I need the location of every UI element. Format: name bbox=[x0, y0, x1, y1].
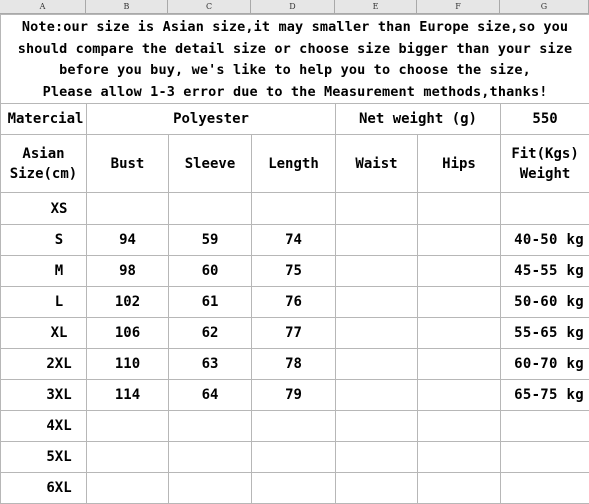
sleeve-cell[interactable]: 59 bbox=[169, 225, 252, 256]
hips-cell[interactable] bbox=[418, 225, 501, 256]
note-cell[interactable] bbox=[1, 15, 589, 104]
sleeve-cell[interactable] bbox=[169, 442, 252, 473]
column-header-d[interactable]: D bbox=[251, 0, 335, 13]
bust-cell[interactable]: 110 bbox=[87, 349, 169, 380]
fit-weight-header-line-1: Fit(Kgs) bbox=[501, 144, 589, 164]
asian-size-header-cell[interactable] bbox=[1, 135, 87, 193]
note-line-4: Please allow 1-3 error due to the Measurement methods,thanks! bbox=[1, 82, 589, 104]
waist-cell[interactable] bbox=[336, 225, 418, 256]
bust-header-cell[interactable]: Bust bbox=[87, 135, 169, 193]
bust-cell[interactable]: 98 bbox=[87, 256, 169, 287]
length-cell[interactable] bbox=[252, 411, 336, 442]
length-cell[interactable]: 79 bbox=[252, 380, 336, 411]
waist-cell[interactable] bbox=[336, 287, 418, 318]
hips-cell[interactable] bbox=[418, 318, 501, 349]
waist-cell[interactable] bbox=[336, 411, 418, 442]
fit-weight-cell[interactable] bbox=[501, 411, 589, 442]
column-header-a[interactable]: A bbox=[0, 0, 86, 13]
bust-cell[interactable] bbox=[87, 473, 169, 504]
table-row bbox=[1, 225, 589, 256]
sleeve-cell[interactable] bbox=[169, 473, 252, 504]
bust-cell[interactable] bbox=[87, 411, 169, 442]
fit-weight-cell[interactable]: 55-65 kg bbox=[501, 318, 589, 349]
hips-cell[interactable] bbox=[418, 442, 501, 473]
size-cell[interactable]: 3XL bbox=[1, 380, 87, 411]
fit-weight-cell[interactable]: 40-50 kg bbox=[501, 225, 589, 256]
bust-cell[interactable]: 102 bbox=[87, 287, 169, 318]
column-header-f[interactable]: F bbox=[417, 0, 500, 13]
length-cell[interactable]: 76 bbox=[252, 287, 336, 318]
material-value-cell[interactable]: Polyester bbox=[87, 104, 336, 135]
hips-cell[interactable] bbox=[418, 411, 501, 442]
length-cell[interactable]: 78 bbox=[252, 349, 336, 380]
length-cell[interactable] bbox=[252, 473, 336, 504]
column-header-b[interactable]: B bbox=[86, 0, 168, 13]
hips-header-cell[interactable]: Hips bbox=[418, 135, 501, 193]
table-row bbox=[1, 349, 589, 380]
size-cell[interactable]: S bbox=[1, 225, 87, 256]
length-cell[interactable]: 75 bbox=[252, 256, 336, 287]
hips-cell[interactable] bbox=[418, 473, 501, 504]
waist-header-cell[interactable]: Waist bbox=[336, 135, 418, 193]
sleeve-cell[interactable]: 63 bbox=[169, 349, 252, 380]
size-cell[interactable]: XL bbox=[1, 318, 87, 349]
length-cell[interactable]: 77 bbox=[252, 318, 336, 349]
table-row bbox=[1, 442, 589, 473]
sleeve-cell[interactable]: 61 bbox=[169, 287, 252, 318]
table-row bbox=[1, 411, 589, 442]
waist-cell[interactable] bbox=[336, 193, 418, 225]
hips-cell[interactable] bbox=[418, 380, 501, 411]
hips-cell[interactable] bbox=[418, 256, 501, 287]
fit-weight-cell[interactable] bbox=[501, 473, 589, 504]
fit-weight-cell[interactable]: 50-60 kg bbox=[501, 287, 589, 318]
table-row bbox=[1, 318, 589, 349]
fit-weight-cell[interactable]: 45-55 kg bbox=[501, 256, 589, 287]
note-line-3: before you buy, we's like to help you to choose the size, bbox=[1, 60, 589, 82]
length-cell[interactable] bbox=[252, 442, 336, 473]
bust-cell[interactable]: 114 bbox=[87, 380, 169, 411]
fit-weight-cell[interactable]: 60-70 kg bbox=[501, 349, 589, 380]
sleeve-header-cell[interactable]: Sleeve bbox=[169, 135, 252, 193]
size-chart-table bbox=[0, 14, 589, 504]
material-label-cell[interactable]: Matercial bbox=[1, 104, 87, 135]
waist-cell[interactable] bbox=[336, 442, 418, 473]
net-weight-value-cell[interactable]: 550 bbox=[501, 104, 589, 135]
fit-weight-cell[interactable] bbox=[501, 193, 589, 225]
note-row bbox=[1, 15, 589, 104]
size-cell[interactable]: M bbox=[1, 256, 87, 287]
column-header-e[interactable]: E bbox=[335, 0, 417, 13]
table-row bbox=[1, 256, 589, 287]
sleeve-cell[interactable]: 62 bbox=[169, 318, 252, 349]
size-cell[interactable]: 4XL bbox=[1, 411, 87, 442]
column-header-bar bbox=[0, 0, 589, 14]
column-header-g[interactable]: G bbox=[500, 0, 589, 13]
note-line-1: Note:our size is Asian size,it may smaller than Europe size,so you bbox=[1, 17, 589, 39]
size-cell[interactable]: 5XL bbox=[1, 442, 87, 473]
bust-cell[interactable] bbox=[87, 193, 169, 225]
table-row bbox=[1, 193, 589, 225]
hips-cell[interactable] bbox=[418, 287, 501, 318]
size-cell[interactable]: L bbox=[1, 287, 87, 318]
sleeve-cell[interactable]: 60 bbox=[169, 256, 252, 287]
net-weight-label-cell[interactable]: Net weight (g) bbox=[336, 104, 501, 135]
waist-cell[interactable] bbox=[336, 380, 418, 411]
fit-weight-header-cell[interactable] bbox=[501, 135, 589, 193]
fit-weight-header-line-2: Weight bbox=[501, 164, 589, 184]
note-line-2: should compare the detail size or choose size bigger than your size bbox=[1, 39, 589, 61]
size-cell[interactable]: 2XL bbox=[1, 349, 87, 380]
table-row bbox=[1, 287, 589, 318]
waist-cell[interactable] bbox=[336, 256, 418, 287]
bust-cell[interactable]: 94 bbox=[87, 225, 169, 256]
sleeve-cell[interactable] bbox=[169, 411, 252, 442]
asian-size-header-line-2: Size(cm) bbox=[1, 164, 86, 184]
bust-cell[interactable] bbox=[87, 442, 169, 473]
material-row bbox=[1, 104, 589, 135]
fit-weight-cell[interactable] bbox=[501, 442, 589, 473]
waist-cell[interactable] bbox=[336, 473, 418, 504]
asian-size-header-line-1: Asian bbox=[1, 144, 86, 164]
header-row bbox=[1, 135, 589, 193]
hips-cell[interactable] bbox=[418, 349, 501, 380]
length-cell[interactable] bbox=[252, 193, 336, 225]
waist-cell[interactable] bbox=[336, 349, 418, 380]
hips-cell[interactable] bbox=[418, 193, 501, 225]
length-header-cell[interactable]: Length bbox=[252, 135, 336, 193]
waist-cell[interactable] bbox=[336, 318, 418, 349]
length-cell[interactable]: 74 bbox=[252, 225, 336, 256]
table-row bbox=[1, 473, 589, 504]
column-header-c[interactable]: C bbox=[168, 0, 251, 13]
fit-weight-cell[interactable]: 65-75 kg bbox=[501, 380, 589, 411]
size-cell[interactable]: XS bbox=[1, 193, 87, 225]
table-row bbox=[1, 380, 589, 411]
sleeve-cell[interactable] bbox=[169, 193, 252, 225]
size-cell[interactable]: 6XL bbox=[1, 473, 87, 504]
sleeve-cell[interactable]: 64 bbox=[169, 380, 252, 411]
bust-cell[interactable]: 106 bbox=[87, 318, 169, 349]
